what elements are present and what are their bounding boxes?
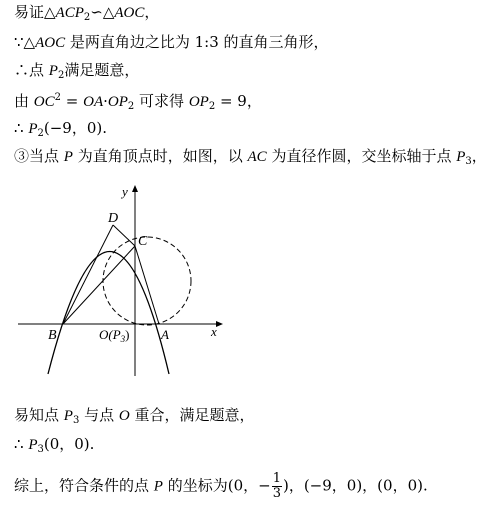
text-line-1: 易证$\triangle ACP_2∽\triangle AOC$，	[14, 3, 160, 23]
text-line-7: 易知点 $P_3$ 与点 O 重合，满足题意，	[14, 406, 255, 426]
x-axis-arrow	[216, 321, 223, 327]
parabola-figure	[18, 184, 224, 376]
label-A: A	[161, 327, 169, 342]
segment-DC	[113, 225, 135, 246]
label-B: B	[48, 328, 57, 343]
text-line-9: 综上，符合条件的点 P 的坐标为(0，− $\frac{1}{3}$ )，(−9，0)，(0，0).	[14, 471, 428, 501]
fraction-one-third: $\frac{1}{3}$	[272, 471, 281, 501]
segment-CA	[135, 246, 159, 324]
label-D: D	[108, 211, 119, 226]
dashed-circle	[103, 237, 191, 325]
text-line-6: ③当点 P 为直角顶点时，如图，以 AC 为直径作圆，交坐标轴于点 $P_3$，	[14, 147, 487, 167]
segment-BD	[63, 225, 113, 324]
label-y: y	[122, 184, 128, 199]
parabola-curve	[48, 252, 169, 375]
y-axis-arrow	[132, 185, 138, 192]
segment-BC	[63, 246, 135, 324]
label-x: x	[211, 324, 217, 339]
text-line-2: ∵△AOC 是两直角边之比为 1:3 的直角三角形，	[14, 33, 329, 51]
label-O-P3: $O(P_3)$	[99, 327, 130, 344]
text-line-5: ∴ $P_2(-9$，0).	[14, 119, 107, 139]
text-line-4: 由 $OC^2 = OA\cdot OP_2$ 可求得 $OP_2 = 9$，	[14, 92, 262, 112]
text-line-3: ∴点 $P_2$满足题意，	[14, 61, 140, 81]
text-line-8: ∴ $P_3(0$，0).	[14, 435, 95, 455]
label-C: C	[138, 234, 148, 249]
